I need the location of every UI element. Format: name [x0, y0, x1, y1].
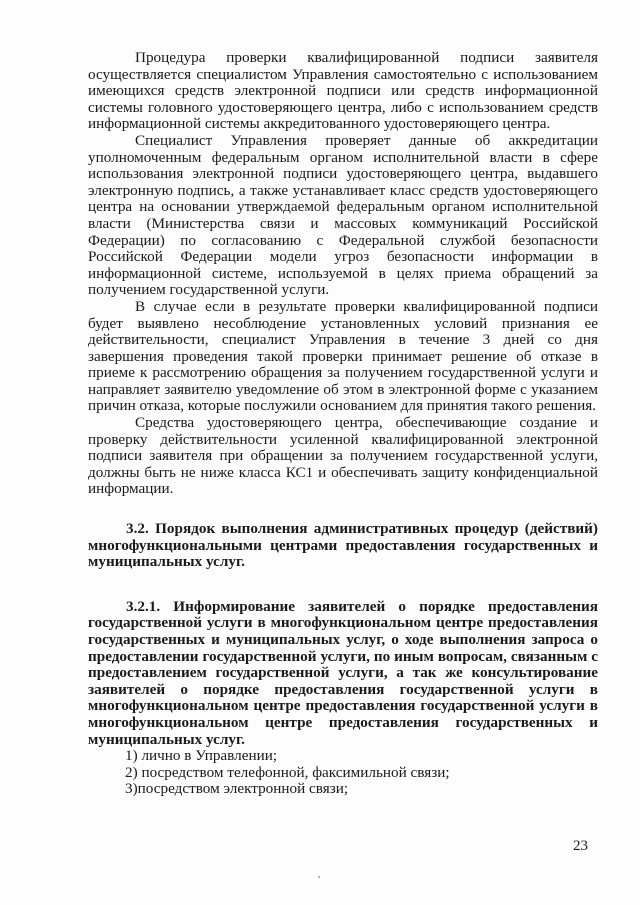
paragraph-signature-check: Процедура проверки квалифицированной подписи заявителя осуществляется специалистом Управления самостоятельно с использованием имеющихся средств электронной подписи или средств информационной системы головного удостоверяющего центра, либо с использованием средств информационной системы аккредитованного удостоверяющего центра.	[88, 49, 598, 133]
spacer	[88, 498, 598, 521]
scan-speck	[318, 876, 320, 878]
paragraph-certification-tools: Средства удостоверяющего центра, обеспечивающие создание и проверку действительности усиленной квалифицированной электронной подписи заявителя при обращении за получением государственной услуги, должны быть не ниже класса КС1 и обеспечивать защиту конфиденциальной информации.	[88, 414, 598, 498]
subsection-heading: 3.2.1. Информирование заявителей о порядке предоставления государственной услуги в многофункциональном центре предоставления государственных и муниципальных услуг, о ходе выполнения запроса о предоставлении государственной услуги, по иным вопросам, связанным с предоставлением государственной услуги, а так же консультирование заявителей о порядке предоставления государственной услуги в многофункциональном центре предоставления государственной услуги в многофункциональном центре предоставления государственных и муниципальных услуг.	[88, 597, 598, 748]
spacer	[88, 571, 598, 599]
list-item: 2) посредством телефонной, факсимильной связи;	[125, 763, 450, 781]
page-body	[88, 50, 598, 798]
section-heading: 3.2. Порядок выполнения административных процедур (действий) многофункциональными центрами предоставления государственных и муниципальных услуг.	[88, 520, 598, 571]
list-item: 1) лично в Управлении;	[125, 747, 278, 765]
list-item: 3)посредством электронной связи;	[125, 780, 349, 798]
page-number: 23	[573, 838, 588, 854]
paragraph-refusal: В случае если в результате проверки квалифицированной подписи будет выявлено несоблюдение установленных условий признания ее действительности, специалист Управления в течение 3 дней со дня завершения проведения такой проверки принимает решение об отказе в приеме к рассмотрению обращения за получением государственной услуги и направляет заявителю уведомление об этом в электронной форме с указанием причин отказа, которые послужили основанием для принятия такого решения.	[88, 297, 598, 415]
paragraph-accreditation-check: Специалист Управления проверяет данные об аккредитации уполномоченным федеральным органом исполнительной власти в сфере использования электронной подписи удостоверяющего центра, выдавшего электронную подпись, а также устанавливает класс средств удостоверяющего центра на основании утверждаемой федеральным органом исполнительной власти (Министерства связи и массовых коммуникаций Российской Федерации) по согласованию с Федеральной службой безопасности Российской Федерации модели угроз безопасности информации в информационной системе, используемой в целях приема обращений за получением государственной услуги.	[88, 131, 598, 299]
